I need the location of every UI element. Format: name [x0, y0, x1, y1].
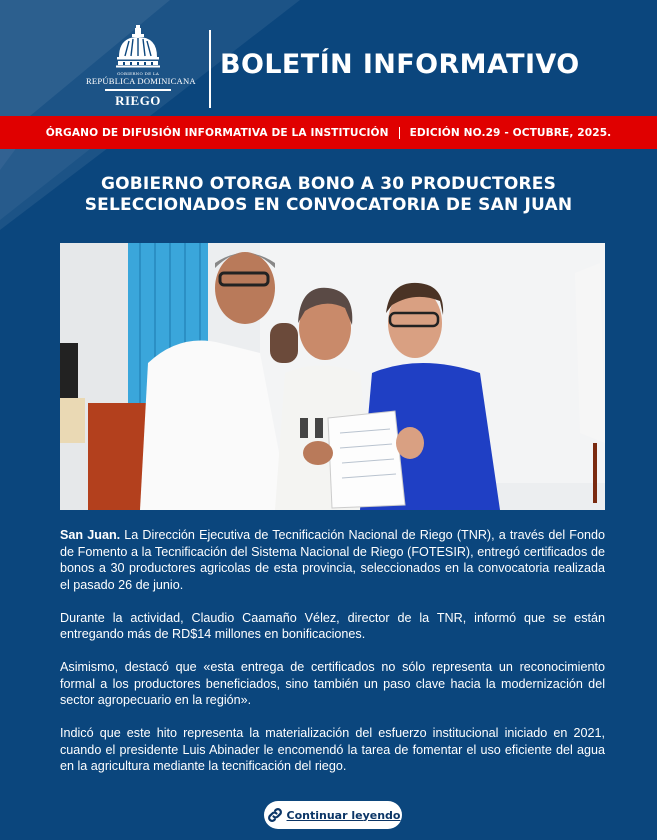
lead-location: San Juan. — [60, 528, 121, 542]
paragraph-1 — [60, 527, 605, 593]
paragraph-4: Indicó que este hito representa la materialización del esfuerzo institucional iniciado en 2021, cuando el presidente Luis Abinader le encomendó la tarea de fomentar el uso eficiente del agua en la agricultura mediante la tecnificación del riego. — [60, 726, 605, 773]
banner-organ-text: ÓRGANO DE DIFUSIÓN INFORMATIVA DE LA INSTITUCIÓN — [45, 126, 389, 139]
continue-reading-button[interactable] — [264, 801, 402, 829]
headline-line-1: GOBIERNO OTORGA BONO A 30 PRODUCTORES — [100, 174, 557, 194]
article-photo — [60, 243, 605, 510]
logo-line-2: REPÚBLICA DOMINICANA — [86, 76, 196, 86]
headline-line-2: SELECCIONADOS EN CONVOCATORIA DE SAN JUAN — [84, 195, 573, 215]
paragraph-3: Asimismo, destacó que «esta entrega de certificados no sólo representa un reconocimiento formal a los productores beneficiados, sino también un paso clave hacia la modernización del sector agropecuario en la región». — [60, 660, 605, 707]
continue-reading-label: Continuar leyendo — [286, 808, 401, 822]
banner-separator — [399, 127, 400, 139]
dome-icon — [115, 24, 161, 68]
logo-rule — [105, 89, 171, 91]
article-headline — [40, 174, 617, 216]
article-body — [60, 527, 605, 791]
header-divider — [209, 30, 211, 108]
link-icon — [266, 806, 284, 824]
photo-illustration — [60, 243, 605, 510]
edition-banner — [0, 116, 657, 149]
banner-edition-text: EDICIÓN NO.29 - OCTUBRE, 2025. — [409, 126, 612, 139]
paragraph-1-text: La Dirección Ejecutiva de Tecnificación Nacional de Riego (TNR), a través del Fondo de Fomento a la Tecnificación del Sistema Nacional de Riego (FOTESIR), entregó certificados de bonos a 30 productores agricolas de esta provincia, seleccionados en la convocatoria realizada el pasado 26 de junio. — [60, 528, 605, 592]
paragraph-2: Durante la actividad, Claudio Caamaño Vélez, director de la TNR, informó que se están entregando más de RD$14 millones en bonificaciones. — [60, 610, 605, 641]
logo-line-3: RIEGO — [115, 93, 161, 108]
logo-line-1: GOBIERNO DE LA — [116, 71, 160, 76]
newsletter-title: BOLETÍN INFORMATIVO — [220, 49, 580, 80]
institution-logo — [86, 24, 196, 109]
